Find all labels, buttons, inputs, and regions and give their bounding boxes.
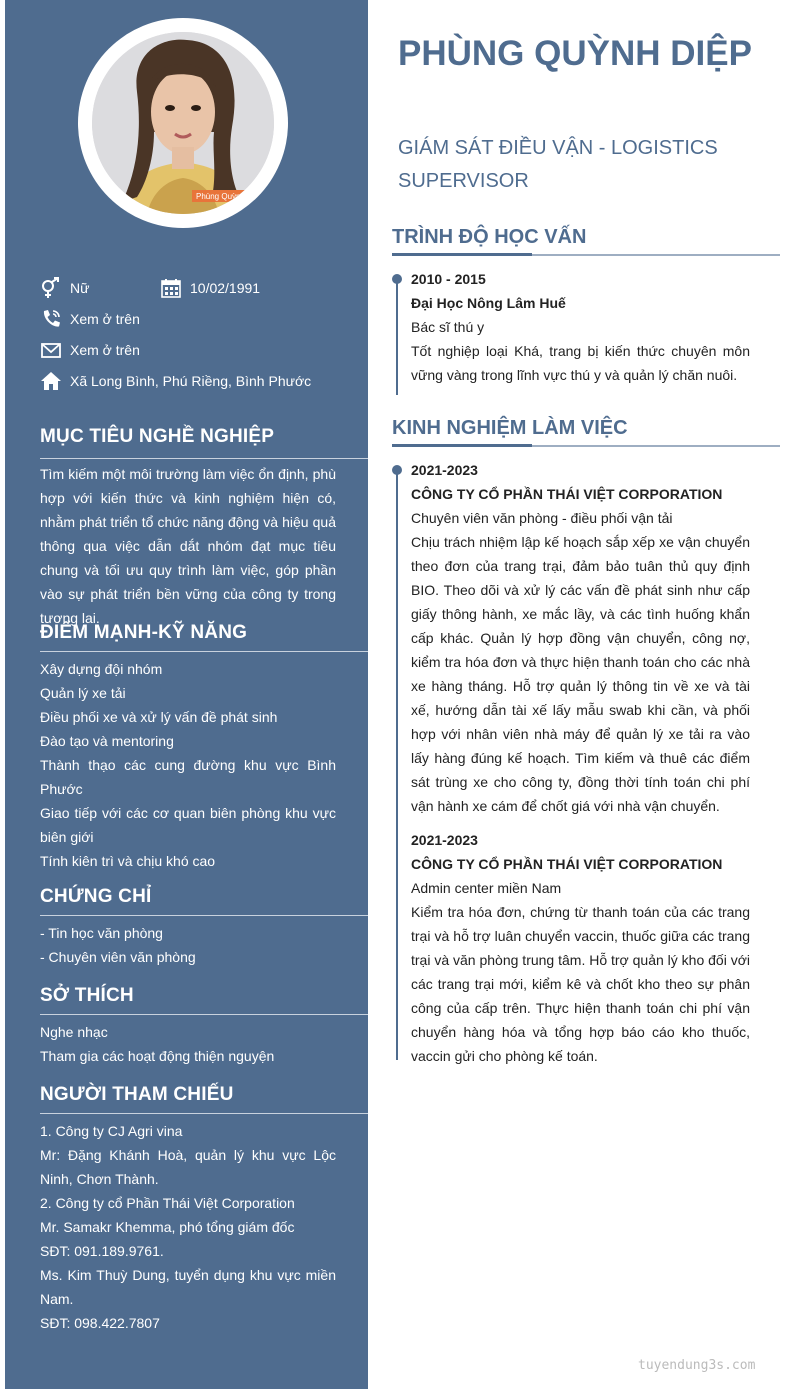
- references-list: [40, 1119, 336, 1335]
- objective-text: Tìm kiếm một môi trường làm việc ổn định, phù hợp với kiến thức và kinh nghiệm hiện có, nhằm phát triển tổ chức năng động và hiệu quả thông qua việc dẫn dắt nhóm đạt mục tiêu chung và tối ưu quy trình làm việc, góp phần vào sự phát triển bền vững của công ty trong tương lai.: [40, 466, 336, 626]
- birthdate-value: 10/02/1991: [190, 280, 261, 296]
- reference-line: 1. Công ty CJ Agri vina: [40, 1123, 183, 1139]
- reference-line: 2. Công ty cổ Phần Thái Việt Corporation: [40, 1195, 295, 1211]
- experience-period: 2021-2023: [411, 462, 478, 478]
- skill-item: Thành thạo các cung đường khu vực Bình Phước: [40, 757, 336, 797]
- education-major: Bác sĩ thú y: [411, 319, 485, 335]
- reference-line: Ms. Kim Thuỳ Dung, tuyển dụng khu vực miền Nam.: [40, 1267, 336, 1307]
- sidebar: [5, 0, 368, 1389]
- candidate-name: PHÙNG QUỲNH DIỆP: [398, 34, 752, 73]
- candidate-title: GIÁM SÁT ĐIỀU VẬN - LOGISTICS SUPERVISOR: [398, 137, 718, 192]
- certificates-list: [40, 921, 336, 969]
- address-row: [40, 369, 311, 393]
- calendar-icon: [160, 277, 182, 299]
- experience-timeline: [396, 466, 398, 1060]
- reference-line: SĐT: 091.189.9761.: [40, 1243, 164, 1259]
- references-title: NGƯỜI THAM CHIẾU: [40, 1084, 234, 1105]
- skill-item: Tính kiên trì và chịu khó cao: [40, 853, 216, 869]
- experience-timeline-dot: [392, 465, 402, 475]
- skill-item: Đào tạo và mentoring: [40, 733, 174, 749]
- education-entry: [411, 267, 750, 387]
- email-row: [40, 338, 140, 362]
- education-period: 2010 - 2015: [411, 271, 486, 287]
- birthdate-row: [160, 276, 260, 300]
- hobby-item: Nghe nhạc: [40, 1024, 108, 1040]
- education-timeline: [396, 275, 398, 395]
- experience-position: Chuyên viên văn phòng - điều phối vận tải: [411, 510, 673, 526]
- education-description: Tốt nghiệp loại Khá, trang bị kiến thức chuyên môn vững vàng trong lĩnh vực thú y và quản lý chăn nuôi.: [411, 343, 750, 383]
- hobbies-divider: [40, 1014, 368, 1015]
- email-value: Xem ở trên: [70, 342, 140, 358]
- experience-description: Chịu trách nhiệm lập kế hoạch sắp xếp xe vận chuyển theo đơn của trang trại, đảm bảo tuân thủ quy định BIO. Theo dõi và xử lý các vấn đề phát sinh như cấp giấy thông hành, xe mắc lầy, và các tình huống khẩn cấp khác. Quản lý hợp đồng vận chuyển, công nợ, kiểm tra hóa đơn và thực hiện thanh toán cho các nhà xe hàng tháng. Hỗ trợ quản lý thông tin về xe và tài xế, hướng dẫn tài xế lấy mẫu swab khi cần, và phối hợp với nhân viên nhà máy để quản lý xe tải ra vào lấy hàng đúng kế hoạch. Tìm kiếm và thuê các điểm sát trùng xe cho công ty, đồng thời tính toán chi phí vận hành xe cám để chốt giá với nhà vận chuyển.: [411, 534, 750, 814]
- certificate-item: - Tin học văn phòng: [40, 925, 163, 941]
- experience-company: CÔNG TY CỔ PHẦN THÁI VIỆT CORPORATION: [411, 486, 723, 502]
- education-title: TRÌNH ĐỘ HỌC VẤN: [392, 226, 587, 248]
- education-divider-accent: [392, 253, 532, 256]
- email-icon: [40, 339, 62, 361]
- education-school: Đại Học Nông Lâm Huế: [411, 295, 566, 311]
- experience-title: KINH NGHIỆM LÀM VIỆC: [392, 417, 628, 439]
- reference-line: Mr: Đặng Khánh Hoà, quản lý khu vực Lộc Ninh, Chơn Thành.: [40, 1147, 336, 1187]
- avatar: [92, 32, 274, 214]
- certificates-divider: [40, 915, 368, 916]
- skills-divider: [40, 651, 368, 652]
- skill-item: Quản lý xe tải: [40, 685, 126, 701]
- home-icon: [40, 370, 62, 392]
- education-timeline-dot: [392, 274, 402, 284]
- experience-company: CÔNG TY CỔ PHẦN THÁI VIỆT CORPORATION: [411, 856, 723, 872]
- experience-entry: [411, 828, 750, 1068]
- objective-title: MỤC TIÊU NGHỀ NGHIỆP: [40, 426, 275, 447]
- reference-line: Mr. Samakr Khemma, phó tổng giám đốc: [40, 1219, 295, 1235]
- reference-line: SĐT: 098.422.7807: [40, 1315, 160, 1331]
- gender-value: Nữ: [70, 280, 90, 296]
- skill-item: Xây dựng đội nhóm: [40, 661, 163, 677]
- experience-period: 2021-2023: [411, 832, 478, 848]
- phone-value: Xem ở trên: [70, 311, 140, 327]
- hobbies-list: [40, 1020, 336, 1068]
- phone-icon: [40, 308, 62, 330]
- address-value: Xã Long Bình, Phú Riềng, Bình Phước: [70, 373, 312, 389]
- experience-description: Kiểm tra hóa đơn, chứng từ thanh toán của các trang trại và hỗ trợ luân chuyển vaccin, thuốc giữa các trang trại và văn phòng trung tâm. Hỗ trợ quản lý kho đối với các trang trại mới, kiểm kê và chốt kho theo sự phân công của cấp trên. Thực hiện thanh toán chi phí vận chuyển hàng hóa và tổng hợp báo cáo kho thuốc, vaccin gửi cho phòng kế toán.: [411, 904, 750, 1064]
- skills-list: [40, 657, 336, 873]
- objective-divider: [40, 458, 368, 459]
- phone-row: [40, 307, 140, 331]
- skill-item: Giao tiếp với các cơ quan biên phòng khu vực biên giới: [40, 805, 336, 845]
- skills-title: ĐIỂM MẠNH-KỸ NĂNG: [40, 622, 248, 643]
- skill-item: Điều phối xe và xử lý vấn đề phát sinh: [40, 709, 278, 725]
- experience-entry: [411, 458, 750, 818]
- watermark: tuyendung3s.com: [638, 1358, 756, 1373]
- hobby-item: Tham gia các hoạt động thiện nguyện: [40, 1048, 275, 1064]
- photo-caption: Phùng Quỳnh: [196, 192, 245, 201]
- certificate-item: - Chuyên viên văn phòng: [40, 949, 196, 965]
- certificates-title: CHỨNG CHỈ: [40, 886, 152, 907]
- portrait-photo: [92, 32, 274, 214]
- references-divider: [40, 1113, 368, 1114]
- hobbies-title: SỞ THÍCH: [40, 985, 134, 1006]
- avatar-frame: [78, 18, 288, 228]
- gender-row: [40, 276, 89, 300]
- experience-divider-accent: [392, 444, 532, 447]
- experience-position: Admin center miền Nam: [411, 880, 562, 896]
- gender-icon: [40, 277, 62, 299]
